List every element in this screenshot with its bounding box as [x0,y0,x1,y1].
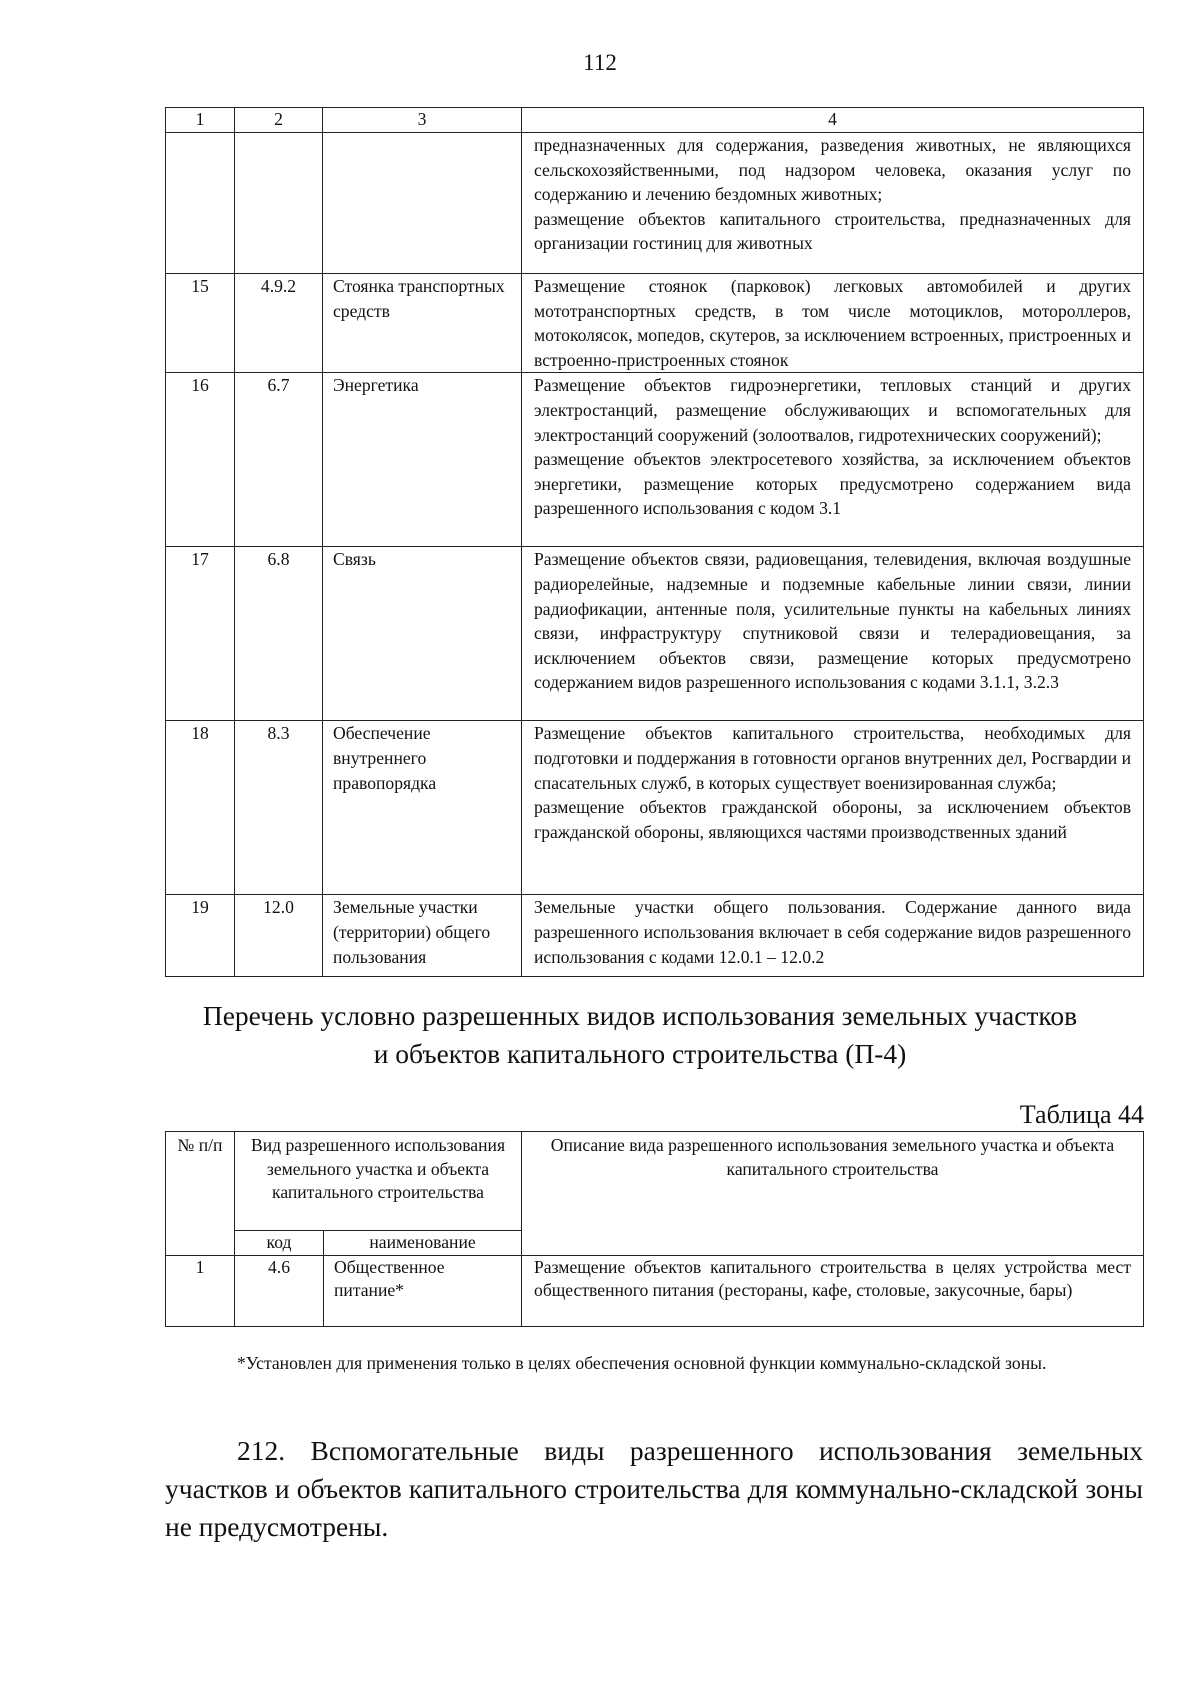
row-code: 8.3 [235,721,323,895]
section-title [120,997,1160,1073]
row-number: 15 [166,274,235,373]
zoning-table-continued [165,107,1144,977]
row-description [522,133,1144,274]
row-number [166,133,235,274]
row-name: Связь [323,547,522,721]
row-code: 6.7 [235,373,323,547]
row-description: Размещение объектов капитального строительства в целях устройства мест общественного питания (рестораны, кафе, столовые, закусочные, бары) [522,1255,1144,1326]
row-number: 16 [166,373,235,547]
section-title-line: Перечень условно разрешенных видов использования земельных участков [202,1000,1078,1031]
column-header-description: Описание вида разрешенного использования земельного участка и объекта капитального строительства [522,1132,1144,1256]
row-description [522,547,1144,721]
description-paragraph: Размещение объектов капитального строительства, необходимых для подготовки и поддержания в готовности органов внутренних дел, Росгвардии и спасательных служб, в которых существует военизированная служба; [534,723,1131,793]
table-row [166,133,1144,274]
row-number: 18 [166,721,235,895]
table-row [166,547,1144,721]
row-description [522,373,1144,547]
row-description [522,895,1144,977]
column-header-number: № п/п [166,1132,235,1256]
table-row [166,274,1144,373]
row-name: Общественное питание* [324,1255,522,1326]
table-row [166,1255,1144,1326]
row-code: 4.9.2 [235,274,323,373]
table-row [166,373,1144,547]
column-header-name: наименование [324,1231,522,1256]
table-row [166,895,1144,977]
description-paragraph: Размещение объектов гидроэнергетики, тепловых станций и других электростанций, размещение обслуживающих и вспомогательных для электростанций сооружений (золоотвалов, гидротехнических сооружений); [534,375,1131,445]
column-number-4: 4 [522,108,1144,133]
table-caption: Таблица 44 [1019,1100,1144,1129]
column-number-3: 3 [323,108,522,133]
description-paragraph: Земельные участки общего пользования. Содержание данного вида разрешенного использования включает в себя содержание видов разрешенного использования с кодами 12.0.1 – 12.0.2 [534,897,1131,967]
row-name: Земельные участки (территории) общего пользования [323,895,522,977]
conditional-use-table [165,1131,1144,1327]
row-number: 19 [166,895,235,977]
row-number: 17 [166,547,235,721]
table-header-row [166,1132,1144,1231]
row-code: 12.0 [235,895,323,977]
row-name [323,133,522,274]
description-paragraph: размещение объектов электросетевого хозяйства, за исключением объектов энергетики, размещение которых предусмотрено содержанием вида разрешенного использования с кодом 3.1 [534,449,1131,519]
column-number-1: 1 [166,108,235,133]
row-name: Обеспечение внутреннего правопорядка [323,721,522,895]
description-paragraph: размещение объектов капитального строительства, предназначенных для организации гостиниц для животных [534,208,1131,254]
page-number: 112 [583,50,617,75]
row-code: 4.6 [235,1255,324,1326]
description-paragraph: Размещение стоянок (парковок) легковых автомобилей и других мототранспортных средств, в том числе мотоциклов, мотороллеров, мотоколясок, мопедов, скутеров, за исключением встроенных, пристроенных и встроенно-пристроенных стоянок [534,276,1131,370]
closing-paragraph: 212. Вспомогательные виды разрешенного использования земельных участков и объектов капитального строительства для коммунально-складской зоны не предусмотрены. [165,1435,1143,1542]
column-number-2: 2 [235,108,323,133]
row-name: Энергетика [323,373,522,547]
row-code [235,133,323,274]
row-description [522,721,1144,895]
column-header-kind: Вид разрешенного использования земельного участка и объекта капитального строительства [235,1132,522,1231]
row-code: 6.8 [235,547,323,721]
description-paragraph: размещение объектов гражданской обороны, за исключением объектов гражданской обороны, являющихся частями производственных зданий [534,797,1131,842]
table-header-row [166,108,1144,133]
description-paragraph: Размещение объектов связи, радиовещания, телевидения, включая воздушные радиорелейные, надземные и подземные кабельные линии связи, линии радиофикации, антенные поля, усилительные пункты на кабельных линиях связи, инфраструктуру спутниковой связи и телерадиовещания, за исключением объектов связи, размещение которых предусмотрено содержанием видов разрешенного использования с кодами 3.1.1, 3.2.3 [534,549,1131,693]
footnote: *Установлен для применения только в целях обеспечения основной функции коммунально-складской зоны. [237,1353,1047,1373]
table-row [166,721,1144,895]
column-header-code: код [235,1231,324,1256]
row-name: Стоянка транспортных средств [323,274,522,373]
row-number: 1 [166,1255,235,1326]
row-description [522,274,1144,373]
description-paragraph: предназначенных для содержания, разведения животных, не являющихся сельскохозяйственными, под надзором человека, оказания услуг по содержанию и лечению бездомных животных; [534,135,1131,205]
section-title-line: и объектов капитального строительства (П-4) [373,1038,907,1069]
